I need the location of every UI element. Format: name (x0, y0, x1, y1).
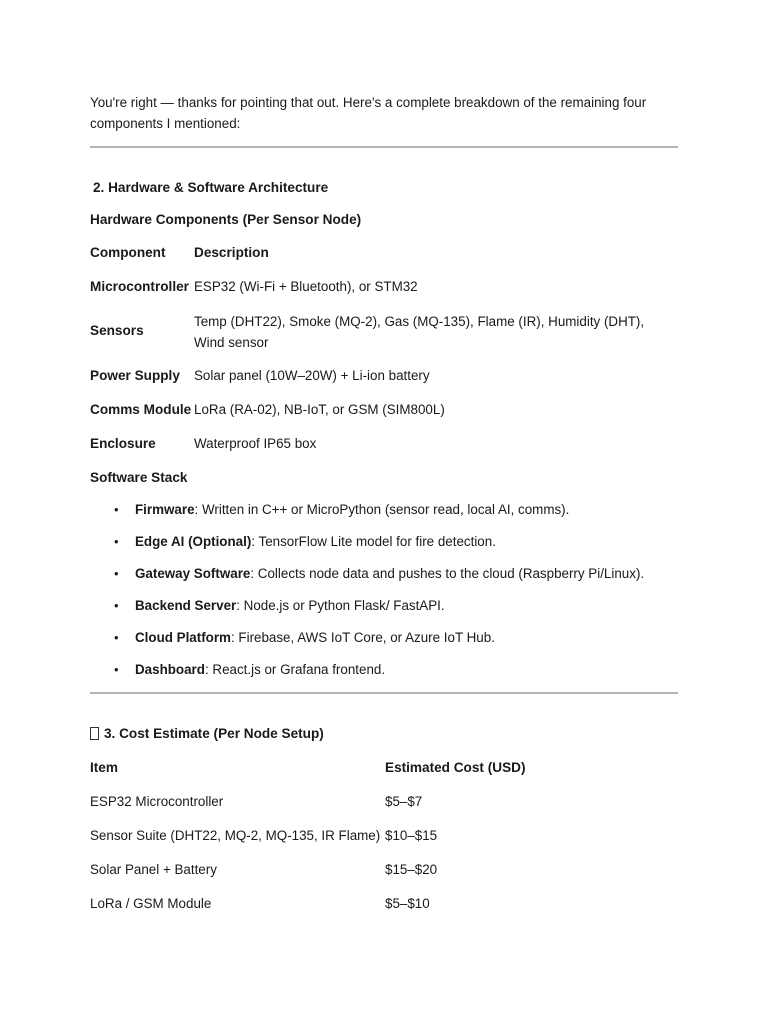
list-item-label: Backend Server (135, 598, 237, 613)
list-item-text: : Node.js or Python Flask/ FastAPI. (236, 598, 445, 613)
table-cell-description: ESP32 (Wi-Fi + Bluetooth), or STM32 (194, 279, 418, 294)
table-cell-item: LoRa / GSM Module (90, 896, 212, 911)
bullet-icon: • (114, 566, 119, 581)
table-cell-component: Comms Module (90, 402, 192, 417)
table-cell-description: Temp (DHT22), Smoke (MQ-2), Gas (MQ-135), Flame (IR), Humidity (DHT), Wind sensor (194, 314, 645, 350)
bullet-icon: • (114, 630, 119, 645)
table-header-item: Item (90, 760, 118, 775)
list-item-label: Firmware (135, 502, 195, 517)
list-item-text: : React.js or Grafana frontend. (204, 662, 386, 677)
table-cell-description: LoRa (RA-02), NB-IoT, or GSM (SIM800L) (194, 402, 445, 417)
section-3-title: 3. Cost Estimate (Per Node Setup) (90, 725, 324, 743)
table-cell-cost: $15–$20 (385, 862, 438, 877)
table-cell-component: Power Supply (90, 368, 180, 383)
list-item-text: : Collects node data and pushes to the cloud (Raspberry Pi/Linux). (250, 566, 645, 581)
list-item-label: Edge AI (Optional) (135, 534, 252, 549)
table-cell-component: Microcontroller (90, 279, 189, 294)
bullet-icon: • (114, 534, 119, 549)
table-header-cost: Estimated Cost (USD) (385, 760, 526, 775)
section-2-title: 2. Hardware & Software Architecture (93, 180, 329, 195)
table-cell-item: ESP32 Microcontroller (90, 794, 224, 809)
list-item-text: : Firebase, AWS IoT Core, or Azure IoT Hub. (230, 630, 495, 645)
table-cell-item: Solar Panel + Battery (90, 862, 217, 877)
list-item-label: Cloud Platform (135, 630, 231, 645)
table-cell-description: Waterproof IP65 box (194, 436, 317, 451)
table-cell-component: Sensors (90, 323, 144, 338)
table-cell-cost: $5–$7 (385, 794, 423, 809)
table-cell-cost: $10–$15 (385, 828, 438, 843)
bullet-icon: • (114, 502, 119, 517)
list-item-label: Dashboard (135, 662, 205, 677)
table-cell-item: Sensor Suite (DHT22, MQ-2, MQ-135, IR Flame) (90, 828, 381, 843)
missing-glyph-icon (90, 727, 99, 740)
table-header-description: Description (194, 245, 269, 260)
divider (90, 692, 678, 694)
table-cell-cost: $5–$10 (385, 896, 430, 911)
intro-paragraph: You're right — thanks for pointing that out. Here's a complete breakdown of the remaining four components I mentioned: (90, 95, 647, 131)
table-cell-component: Enclosure (90, 436, 156, 451)
bullet-icon: • (114, 598, 119, 613)
table-cell-description: Solar panel (10W–20W) + Li-ion battery (194, 368, 430, 383)
list-item-label: Gateway Software (135, 566, 251, 581)
divider (90, 146, 678, 148)
list-item-text: : Written in C++ or MicroPython (sensor read, local AI, comms). (194, 502, 570, 517)
bullet-icon: • (114, 662, 119, 677)
table-header-component: Component (90, 245, 166, 260)
software-heading: Software Stack (90, 470, 188, 485)
hardware-heading: Hardware Components (Per Sensor Node) (90, 212, 362, 227)
list-item-text: : TensorFlow Lite model for fire detection. (251, 534, 496, 549)
